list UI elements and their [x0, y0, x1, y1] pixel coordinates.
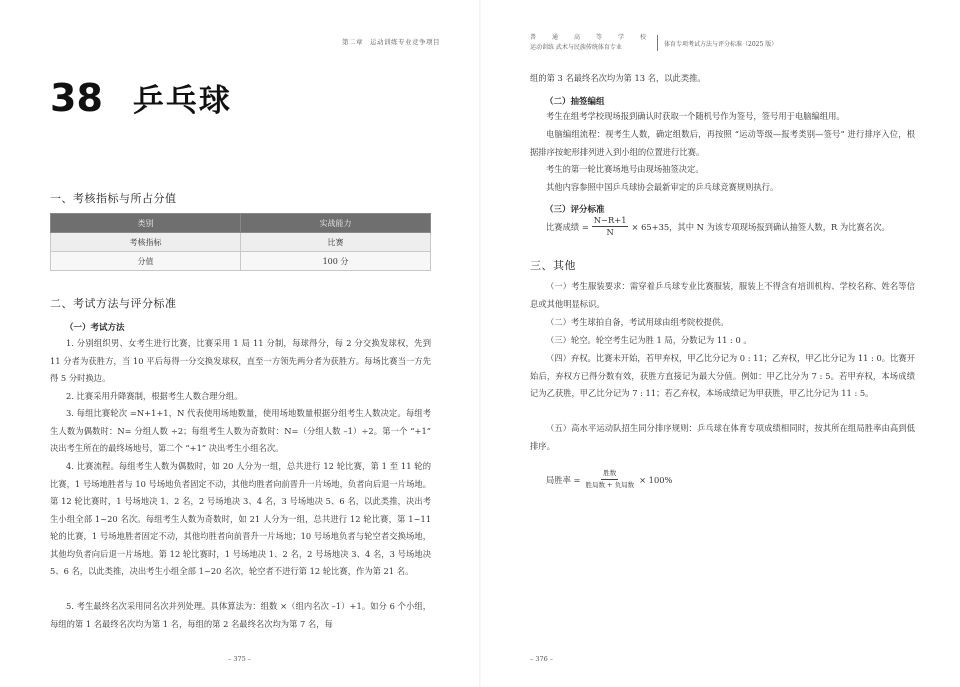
other-paragraph-3: （三）轮空。轮空考生记为胜 1 局，分数记为 11 : 0 。: [546, 335, 752, 345]
page-number-right: – 376 –: [530, 655, 554, 663]
win-rate-denominator: 胜局数 + 负局数: [585, 481, 635, 489]
other-paragraph-1: （一）考生服装要求：需穿着乒乓球专业比赛服装，服装上不得含有培训机构、学校名称、姓名等信息或其他明显标识。: [530, 281, 915, 309]
running-head-divider: [657, 35, 658, 51]
section-heading-methods: 二、考试方法与评分标准: [50, 297, 177, 310]
chapter-heading: [50, 75, 232, 120]
table-header-cell: 实战能力: [241, 214, 431, 233]
metrics-table: [50, 213, 431, 271]
running-head-title: 体育专项考试方法与评分标准（2025 版）: [664, 40, 778, 48]
chapter-title: 乒乓球: [132, 83, 232, 119]
other-paragraph-2: （二）考生球拍自备，考试用球由组考院校提供。: [546, 317, 729, 327]
subsection-heading-scoring: （三）评分标准: [545, 205, 605, 215]
other-paragraph-5: （五）高水平运动队招生同分排序规则：乒乓球在体育专项成绩相同时，按其所在组局胜率由高到低排序。: [530, 423, 915, 451]
draw-paragraph-3: 考生的第一轮比赛场地号由现场抽签决定。: [546, 164, 704, 174]
running-head-right: [530, 33, 777, 53]
score-numerator: N−R+1: [593, 215, 627, 225]
table-header-cell: 类别: [51, 214, 241, 233]
running-head-line-1: 普 通 高 等 学 校: [530, 34, 652, 41]
page-number: – 375 –: [228, 655, 252, 663]
table-row: [51, 233, 431, 252]
win-rate-fraction: [583, 468, 636, 491]
chapter-number: 38: [50, 76, 103, 120]
paragraph-3: 3. 每组比赛轮次 =N+1+1，N 代表使用场地数量，使用场地数量根据分组考生人数决定。每组考生人数为偶数时：N= 分组人数 ÷2；每组考生人数为奇数时：N=（分组人数 –1）÷2。第一个 “+1” 决出考生所在的最终场地号，第二个 “+1” 决出考生小组名次。: [50, 408, 431, 453]
running-head: 第二章 运动训练专业竞争项目: [342, 38, 440, 46]
table-header-row: [51, 214, 431, 233]
score-formula: [546, 215, 926, 238]
subsection-heading-exam-method: （一）考试方法: [65, 323, 125, 333]
draw-paragraph-4: 其他内容参照中国乒乓球协会最新审定的乒乓球竞赛规则执行。: [546, 182, 779, 192]
win-rate-formula: [546, 468, 672, 491]
other-paragraph-4: （四）弃权。比赛未开始，若甲弃权，甲乙比分记为 0 : 11；乙弃权，甲乙比分记为 11 : 0。比赛开始后，弃权方已得分数有效，获胜方直接记为最大分值。例如：甲乙比分为 7 : 5。若甲弃权，本场成绩记为乙获胜，甲乙比分记为 7 : 11；若乙弃权，本场成绩记为甲获胜，甲乙比分记为 11 : 5。: [530, 353, 915, 398]
score-formula-lhs: 比赛成绩 =: [546, 221, 589, 232]
section-heading-other: 三、其他: [530, 259, 576, 272]
paragraph-5: 5. 考生最终名次采用同名次并列处理。具体算法为：组数 ×（组内名次 –1）+1。如分 6 个小组，每组的第 1 名最终名次均为第 1 名，每组的第 2 名最终名次均为第 7 名，每: [50, 601, 431, 629]
right-page: [480, 0, 960, 687]
draw-paragraph-2: 电脑编组流程：视考生人数，确定组数后，再按照 “运动等级—报考类别—签号” 进行排序入位，根据排序按蛇形排列进入到小组的位置进行比赛。: [530, 129, 915, 157]
subsection-heading-draw: （二）抽签编组: [545, 97, 605, 107]
running-head-line-2: 运动训练 武术与民族传统体育专业: [530, 44, 622, 51]
score-formula-rhs: × 65+35，其中 N 为该专项现场报到确认抽签人数，R 为比赛名次。: [631, 221, 890, 232]
table-row: [51, 252, 431, 271]
paragraph-4: 4. 比赛流程。每组考生人数为偶数时，如 20 人分为一组，总共进行 12 轮比赛，第 1 至 11 轮的比赛，1 号场地胜者与 10 号场地负者固定不动，其他均胜者向前晋升一片场地，负者向后退一片场地。第 12 轮比赛时，1 号场地决 1、2 名，2 号场地决 3、4 名，3 号场地决 5、6 名，以此类推，决出考生小组全部 1~20 名次。每组考生人数为奇数时，如 21 人分为一组，总共进行 12 轮比赛，第 1~11 轮的比赛，1 号场地胜者固定不动，其他均胜者向前晋升一片场地；10 号场地负者与轮空者交换场地，其他均负者向后退一片场地。第 12 轮比赛时，1 号场地决 1、2 名，2 号场地决 3、4 名，3 号场地决 5、6 名，以此类推，决出考生小组全部 1~20 名次，轮空者不进行第 12 轮比赛，作为第 21 名。: [50, 461, 431, 576]
table-cell: 分值: [51, 252, 241, 271]
score-fraction: [592, 215, 629, 238]
win-rate-lhs: 局胜率 =: [546, 474, 581, 485]
win-rate-numerator: 胜数: [601, 468, 618, 480]
section-heading-metrics: 一、考核指标与所占分值: [50, 192, 177, 205]
table-cell: 考核指标: [51, 233, 241, 252]
score-denominator: N: [606, 227, 614, 237]
table-cell: 比赛: [241, 233, 431, 252]
win-rate-rhs: × 100%: [639, 474, 673, 485]
paragraph-2: 2. 比赛采用升降赛制，根据考生人数合理分组。: [66, 391, 243, 401]
table-cell: 100 分: [241, 252, 431, 271]
draw-paragraph-1: 考生在组考学校现场报到确认时获取一个随机号作为签号，签号用于电脑编组用。: [546, 111, 845, 121]
paragraph-1: 1. 分别组织男、女考生进行比赛，比赛采用 1 局 11 分制，每球得分，每 2 分交换发球权，先到 11 分者为获胜方，当 10 平后每得一分交换发球权，直至一方领先两分者为获胜方。每场比赛当一方先得 5 分时换边。: [50, 338, 431, 383]
paragraph-continued: 组的第 3 名最终名次均为第 13 名，以此类推。: [530, 73, 706, 83]
